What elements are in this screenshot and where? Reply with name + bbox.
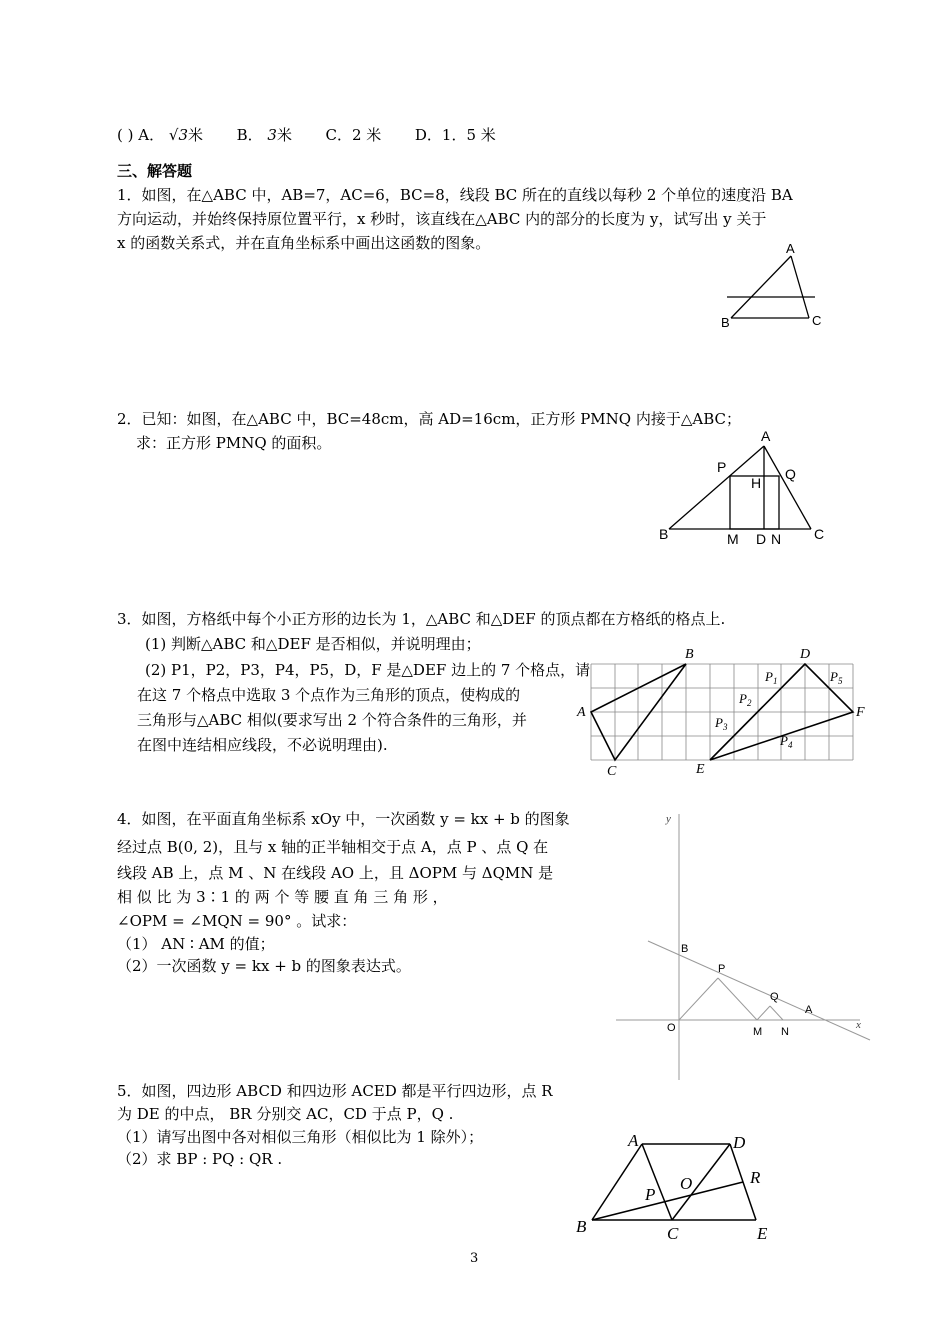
choice-c: C．2 米 (325, 126, 382, 144)
q5-label-e: E (757, 1224, 768, 1243)
choice-bracket: ( ) (117, 126, 134, 144)
q3-line5: 三角形与△ABC 相似(要求写出 2 个符合条件的三角形，并 (137, 711, 527, 729)
q2-label-p: P (717, 459, 727, 475)
q3-label-d: D (800, 647, 811, 662)
q2-label-n: N (771, 531, 782, 547)
q4-label-p: P (718, 963, 726, 975)
q4-label-b: B (681, 943, 689, 955)
q2-label-c: C (814, 526, 825, 542)
q3-label-b: B (685, 647, 694, 662)
q5-parallelogram-figure (572, 1126, 782, 1246)
q3-label-p5: $P_5$ (830, 669, 843, 686)
choice-a-label: A． (138, 126, 165, 144)
q4-label-a: A (805, 1004, 813, 1016)
q1-line3: x 的函数关系式，并在直角坐标系中画出这函数的图象。 (117, 234, 491, 252)
q1-label-c: C (812, 313, 822, 328)
q5-label-b: B (576, 1217, 587, 1236)
q4-label-n: N (781, 1026, 789, 1038)
q5-label-d: D (733, 1133, 746, 1152)
q2-label-b: B (659, 526, 669, 542)
page-number: 3 (470, 1251, 479, 1266)
choice-b-value: 3 (267, 126, 277, 144)
q3-line6: 在图中连结相应线段，不必说明理由). (137, 736, 388, 754)
q1-label-b: B (721, 315, 730, 330)
q5-label-a: A (628, 1131, 639, 1150)
q4-line4: 相 似 比 为 3∶1 的 两 个 等 腰 直 角 三 角 形 ， (117, 888, 448, 906)
q2-label-m: M (727, 531, 739, 547)
q4-line7: （2）一次函数 y = kx + b 的图象表达式。 (117, 957, 411, 975)
q4-line3: 线段 AB 上，点 M 、N 在线段 AO 上，且 ΔOPM 与 ΔQMN 是 (117, 864, 554, 882)
q3-label-p2: $P_2$ (739, 691, 752, 708)
choice-b-unit: 米 (276, 126, 292, 144)
q2-label-d: D (756, 531, 767, 547)
q2-triangle-square-figure (655, 424, 835, 549)
q4-axis-x: x (856, 1019, 861, 1031)
q3-label-e: E (696, 762, 705, 777)
q3-label-p3: $P_3$ (715, 715, 728, 732)
q3-line2: (1) 判断△ABC 和△DEF 是否相似，并说明理由； (145, 635, 481, 653)
q2-label-a: A (761, 428, 771, 444)
q5-label-p: P (645, 1185, 656, 1204)
q3-line4: 在这 7 个格点中选取 3 个点作为三角形的顶点，使构成的 (137, 686, 521, 704)
q5-label-c: C (667, 1224, 679, 1243)
q1-line2: 方向运动，并始终保持原位置平行，x 秒时，该直线在△ABC 内的部分的长度为 y，试写出 y 关于 (117, 210, 767, 228)
choice-a-value: √3 (168, 126, 188, 144)
q5-label-o: O (680, 1174, 693, 1193)
q1-label-a: A (786, 241, 795, 256)
choice-b-label: B． (236, 126, 263, 144)
q2-label-h: H (751, 475, 762, 491)
q2-line1: 2．已知：如图，在△ABC 中，BC=48cm，高 AD=16cm，正方形 PMNQ 内接于△ABC； (117, 410, 741, 428)
q4-line5: ∠OPM = ∠MQN = 90° 。试求： (117, 912, 357, 930)
choice-d: D．1．5 米 (414, 126, 496, 144)
q5-label-r: R (750, 1168, 761, 1187)
section-title: 三、解答题 (117, 162, 193, 180)
q4-coordinate-figure (612, 808, 882, 1088)
q4-label-m: M (753, 1026, 763, 1038)
q3-label-a: A (577, 705, 586, 720)
q4-line2: 经过点 B(0, 2)，且与 x 轴的正半轴相交于点 A，点 P 、点 Q 在 (117, 838, 549, 856)
q5-line2: 为 DE 的中点， BR 分别交 AC，CD 于点 P，Q . (117, 1105, 454, 1123)
q4-label-q: Q (770, 991, 779, 1003)
q2-line2: 求：正方形 PMNQ 的面积。 (136, 434, 332, 452)
q3-grid (591, 664, 853, 760)
q3-label-p1: $P_1$ (765, 669, 778, 686)
q4-axis-y: y (666, 813, 671, 825)
q3-grid-figure (574, 642, 874, 782)
q5-line3: （1）请写出图中各对相似三角形（相似比为 1 除外）； (117, 1128, 484, 1146)
q3-label-p4: $P_4$ (780, 733, 793, 750)
top-choice-line (117, 124, 496, 146)
q5-line4: （2）求 BP : PQ : QR . (117, 1150, 283, 1168)
q2-label-q: Q (785, 466, 796, 482)
q3-label-c: C (607, 764, 617, 779)
q4-line1: 4．如图，在平面直角坐标系 xOy 中，一次函数 y = kx + b 的图象 (117, 810, 570, 828)
q3-label-f: F (856, 705, 865, 720)
q4-label-o: O (667, 1022, 676, 1034)
q5-line1: 5．如图，四边形 ABCD 和四边形 ACED 都是平行四边形，点 R (117, 1082, 553, 1100)
q3-line3: (2) P1，P2，P3，P4，P5，D，F 是△DEF 边上的 7 个格点，请 (145, 661, 591, 679)
q4-line6: （1） AN ∶ AM 的值； (117, 935, 275, 953)
q1-line1: 1．如图，在△ABC 中，AB=7，AC=6，BC=8，线段 BC 所在的直线以每秒 2 个单位的速度沿 BA (117, 186, 793, 204)
choice-a-unit: 米 (188, 126, 204, 144)
q1-triangle-figure (715, 238, 835, 334)
q3-line1: 3．如图，方格纸中每个小正方形的边长为 1，△ABC 和△DEF 的顶点都在方格纸的格点上. (117, 610, 726, 628)
